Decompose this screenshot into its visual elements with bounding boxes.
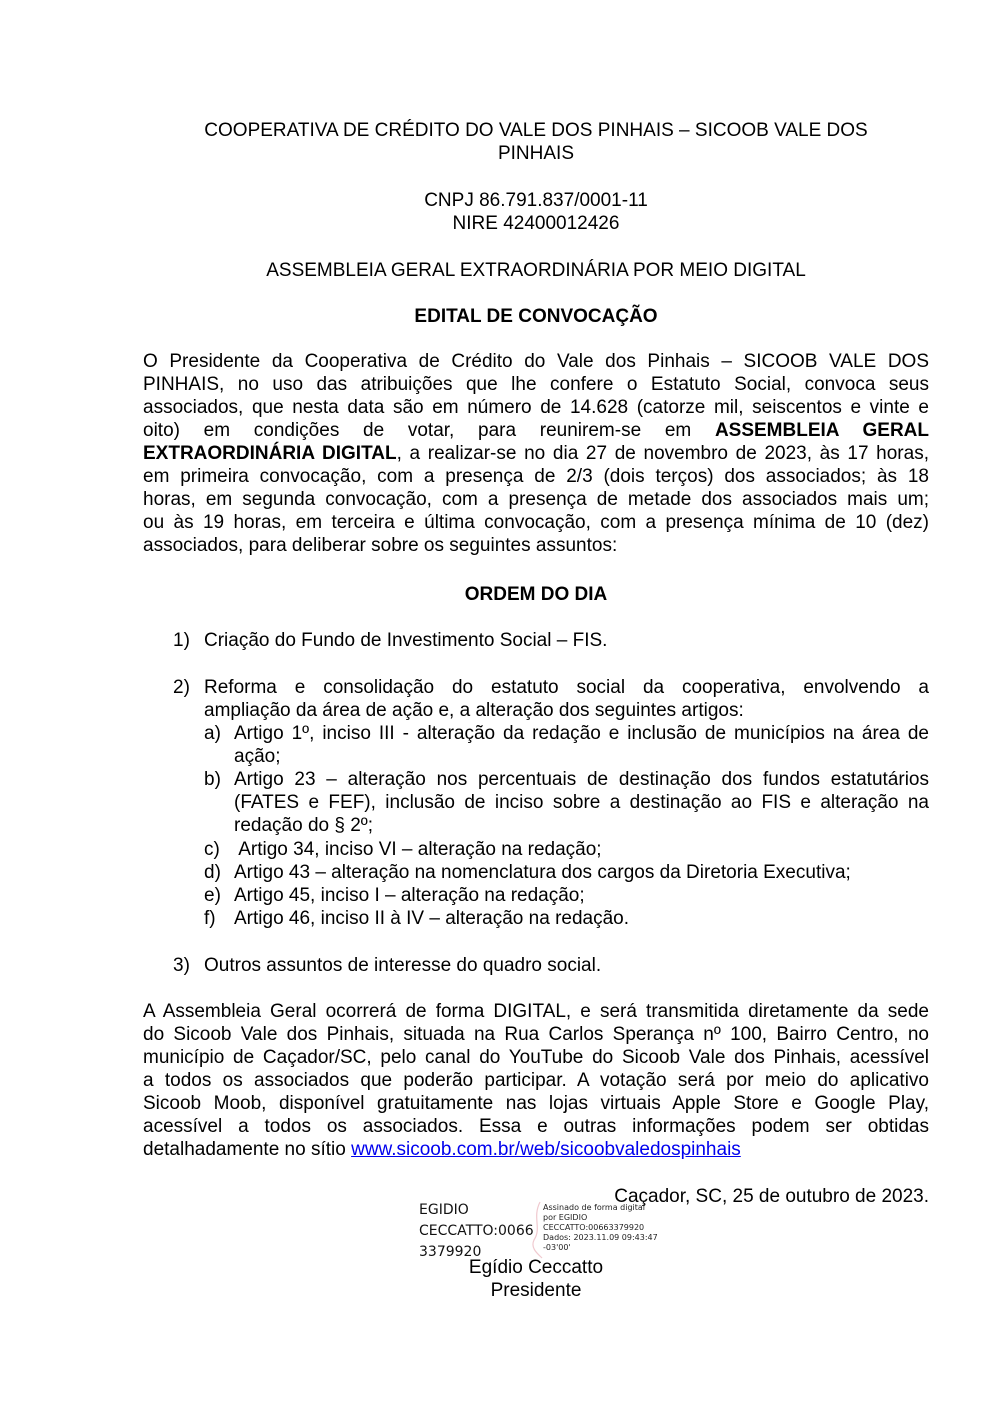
sub-item-text: Artigo 34, inciso VI – alteração na redação;	[234, 839, 602, 860]
sub-item-line: (FATES e FEF), inclusão de inciso sobre a destinação ao FIS e alteração na	[234, 792, 929, 813]
sub-item-line: Artigo 23 – alteração nos percentuais de destinação dos fundos estatutários	[234, 769, 929, 790]
intro-line	[143, 419, 929, 442]
sub-item-letter: d)	[204, 862, 221, 883]
assembly-heading: ASSEMBLEIA GERAL EXTRAORDINÁRIA POR MEIO DIGITAL	[266, 260, 806, 281]
registration-info	[143, 189, 929, 235]
sub-item-text: Artigo 46, inciso II à IV – alteração na redação.	[234, 908, 630, 929]
intro-line: associados, para deliberar sobre os seguintes assuntos:	[143, 535, 618, 556]
agenda-item-number: 2)	[173, 677, 190, 698]
sub-item-letter: c)	[204, 839, 220, 860]
intro-text: oito) em condições de votar, para reunirem-se em	[143, 420, 715, 441]
agenda-item-number: 1)	[173, 630, 190, 651]
intro-line: ou às 19 horas, em terceira e última convocação, com a presença mínima de 10 (dez)	[143, 512, 929, 533]
sub-item-line: ação;	[234, 746, 281, 767]
stamp-line: por EGIDIO	[543, 1213, 588, 1222]
agenda-item-line: Reforma e consolidação do estatuto social da cooperativa, envolvendo a	[204, 677, 929, 698]
intro-line: PINHAIS, no uso das atribuições que lhe confere o Estatuto Social, convoca seus	[143, 374, 929, 395]
closing-line: do Sicoob Vale dos Pinhais, situada na Rua Carlos Sperança nº 100, Bairro Centro, no	[143, 1024, 929, 1045]
website-link[interactable]: www.sicoob.com.br/web/sicoobvaledospinhais	[351, 1139, 741, 1160]
agenda-item-text: Outros assuntos de interesse do quadro social.	[204, 955, 602, 976]
intro-line: associados, que nesta data são em número de 14.628 (catorze mil, seiscentos e vinte e	[143, 397, 929, 418]
sub-item-line: Artigo 1º, inciso III - alteração da redação e inclusão de municípios na área de	[234, 723, 929, 744]
sub-item-letter: e)	[204, 885, 221, 906]
date-line: Caçador, SC, 25 de outubro de 2023.	[614, 1186, 929, 1207]
closing-line: município de Caçador/SC, pelo canal do YouTube do Sicoob Vale dos Pinhais, acessível	[143, 1047, 929, 1068]
sub-item-text	[234, 768, 929, 837]
sub-item-letter: b)	[204, 769, 221, 790]
digital-signature-stamp	[543, 1203, 658, 1253]
signature-name-line: CECCATTO:0066	[419, 1223, 534, 1239]
stamp-line: Assinado de forma digital	[543, 1203, 646, 1212]
closing-line: Sicoob Moob, disponível gratuitamente nas lojas virtuais Apple Store e Google Play,	[143, 1093, 929, 1114]
intro-line: horas, em segunda convocação, com a presença de metade dos associados mais um;	[143, 489, 929, 510]
signer-block	[436, 1256, 636, 1302]
page-title: EDITAL DE CONVOCAÇÃO	[414, 306, 658, 327]
sub-item-text: Artigo 45, inciso I – alteração na redação;	[234, 885, 585, 906]
sub-item-text: Artigo 43 – alteração na nomenclatura dos cargos da Diretoria Executiva;	[234, 862, 851, 883]
stamp-line: -03'00'	[543, 1243, 571, 1252]
agenda-item-line: ampliação da área de ação e, a alteração dos seguintes artigos:	[204, 700, 744, 721]
intro-bold-text: EXTRAORDINÁRIA DIGITAL	[143, 443, 397, 464]
intro-line: O Presidente da Cooperativa de Crédito do Vale dos Pinhais – SICOOB VALE DOS	[143, 351, 929, 372]
agenda-item-text: Criação do Fundo de Investimento Social – FIS.	[204, 630, 608, 651]
stamp-line: CECCATTO:00663379920	[543, 1223, 645, 1232]
agenda-title: ORDEM DO DIA	[464, 584, 608, 605]
signature-name-line: 3379920	[419, 1244, 482, 1260]
cnpj: CNPJ 86.791.837/0001-11	[424, 190, 648, 211]
sub-item-letter: f)	[204, 908, 216, 929]
intro-paragraph	[143, 350, 929, 557]
closing-text: detalhadamente no sítio	[143, 1139, 352, 1160]
sub-item-text	[234, 722, 929, 768]
org-name-line1: COOPERATIVA DE CRÉDITO DO VALE DOS PINHAIS – SICOOB VALE DOS	[204, 120, 868, 141]
sub-item-line: redação do § 2º;	[234, 815, 373, 836]
intro-line: em primeira convocação, com a presença de 2/3 (dois terços) dos associados; às 18	[143, 466, 929, 487]
closing-line	[143, 1138, 929, 1161]
closing-line: acessível a todos os associados. Essa e outras informações podem ser obtidas	[143, 1116, 929, 1137]
intro-line	[143, 442, 929, 465]
signature-name-line: EGIDIO	[419, 1202, 469, 1218]
signature-name-block	[419, 1200, 534, 1263]
org-name	[143, 119, 929, 165]
sub-item-letter: a)	[204, 723, 221, 744]
stamp-line: Dados: 2023.11.09 09:43:47	[543, 1233, 658, 1242]
org-name-line2: PINHAIS	[497, 143, 575, 164]
intro-text: , a realizar-se no dia 27 de novembro de 2023, às 17 horas,	[396, 443, 929, 464]
agenda-item-text	[204, 676, 929, 722]
closing-paragraph	[143, 1000, 929, 1161]
closing-line: a todos os associados que poderão participar. A votação será por meio do aplicativo	[143, 1070, 929, 1091]
intro-bold-text: ASSEMBLEIA GERAL	[714, 420, 930, 441]
signer-name: Egídio Ceccatto	[468, 1257, 604, 1278]
signer-role: Presidente	[490, 1280, 582, 1301]
closing-line: A Assembleia Geral ocorrerá de forma DIGITAL, e será transmitida diretamente da sede	[143, 1001, 929, 1022]
agenda-item-number: 3)	[173, 955, 190, 976]
nire: NIRE 42400012426	[452, 213, 620, 234]
